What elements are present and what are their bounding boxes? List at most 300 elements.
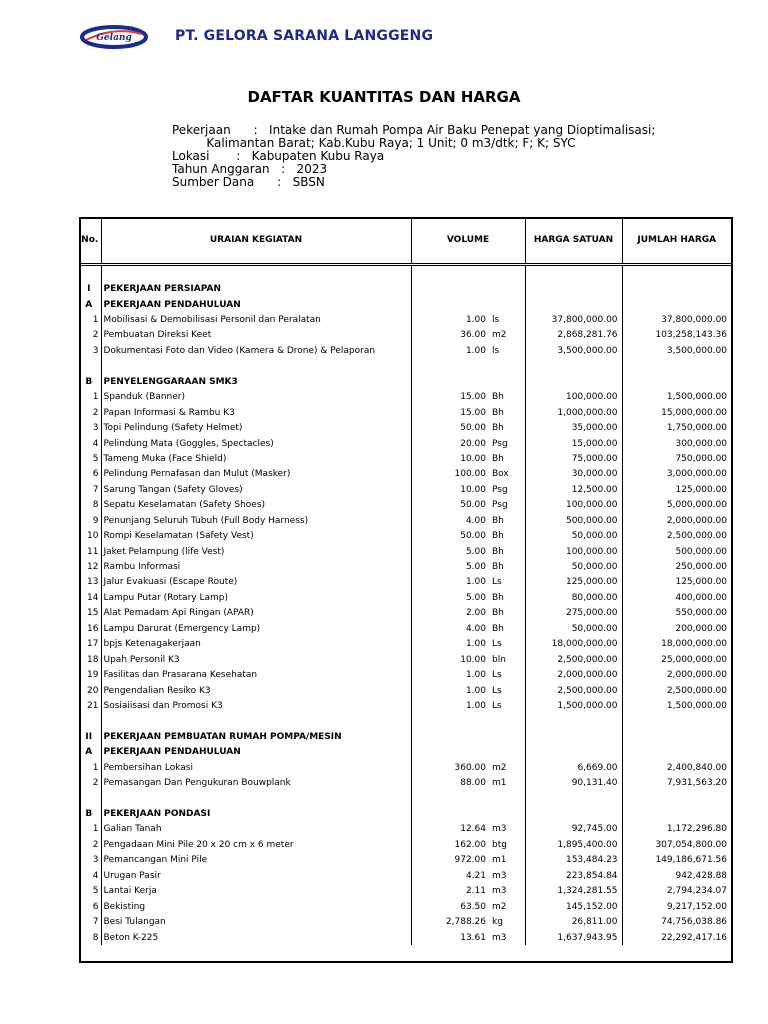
table-row (79, 914, 731, 929)
cell-unit: Psg (492, 500, 508, 511)
cell-no: 8 (92, 500, 99, 511)
cell-price: 75,000.00 (525, 451, 622, 466)
cell-no: 12 (87, 562, 99, 573)
cell-price: 90,131.40 (525, 775, 622, 790)
cell-volume: 972.00 (411, 853, 489, 868)
cell-price (525, 806, 622, 821)
cell-price: 50,000.00 (525, 621, 622, 636)
cell-volume (411, 374, 489, 389)
cell-unit: Bh (492, 623, 504, 634)
cell-volume (411, 745, 489, 760)
cell-total: 2,000,000.00 (622, 513, 731, 528)
cell-price: 2,000,000.00 (525, 667, 622, 682)
info-line-lokasi: Lokasi : Kabupaten Kubu Raya (172, 149, 385, 163)
cell-unit: Bh (492, 453, 504, 464)
cell-price: 125,000.00 (525, 575, 622, 590)
cell-total: 500,000.00 (622, 544, 731, 559)
cell-no: 5 (92, 886, 99, 897)
cell-price (525, 281, 622, 296)
cell-unit: Bh (492, 592, 504, 603)
table-row (79, 868, 731, 883)
cell-total (622, 359, 731, 374)
cell-desc: Beton K-225 (101, 930, 411, 945)
cell-price (525, 359, 622, 374)
document-title: DAFTAR KUANTITAS DAN HARGA (247, 88, 521, 106)
cell-unit: ls (492, 345, 500, 356)
cell-unit: Bh (492, 515, 504, 526)
cell-unit: Bh (492, 608, 504, 619)
cell-price: 1,324,281.55 (525, 884, 622, 899)
cell-desc: Pemasangan Dan Pengukuran Bouwplank (101, 775, 411, 790)
table-row (79, 544, 731, 559)
cell-desc (101, 791, 411, 806)
cell-no: 8 (92, 932, 99, 943)
table-row (79, 683, 731, 698)
cell-unit: Ls (492, 670, 502, 681)
table-row (79, 528, 731, 543)
cell-desc: Pengadaan Mini Pile 20 x 20 cm x 6 meter (101, 837, 411, 852)
cell-total: 400,000.00 (622, 590, 731, 605)
table-row (79, 667, 731, 682)
cell-no: 16 (87, 623, 99, 634)
cell-unit: Bh (492, 546, 504, 557)
cell-price: 80,000.00 (525, 590, 622, 605)
cell-total (622, 745, 731, 760)
cell-no: 2 (92, 778, 99, 789)
col-header-price: HARGA SATUAN (525, 217, 622, 265)
cell-desc: Lampu Darurat (Emergency Lamp) (101, 621, 411, 636)
cell-unit: Psg (492, 484, 508, 495)
col-header-total: JUMLAH HARGA (622, 217, 731, 265)
cell-desc: Lantai Kerja (101, 884, 411, 899)
cell-unit: m1 (492, 778, 507, 789)
col-header-desc: URAIAN KEGIATAN (101, 217, 411, 265)
cell-no: 1 (92, 762, 99, 773)
cell-desc: Jaket Pelampung (life Vest) (101, 544, 411, 559)
cell-total: 22,292,417.16 (622, 930, 731, 945)
cell-no: A (85, 299, 93, 310)
table-row (79, 652, 731, 667)
cell-total: 3,500,000.00 (622, 343, 731, 358)
cell-unit (489, 714, 525, 729)
cell-total: 25,000,000.00 (622, 652, 731, 667)
cell-unit (489, 359, 525, 374)
cell-desc (101, 714, 411, 729)
table-row (79, 405, 731, 420)
cell-no: B (85, 376, 93, 387)
cell-price: 37,800,000.00 (525, 312, 622, 327)
blank-row (79, 791, 731, 806)
cell-desc: Lampu Putar (Rotary Lamp) (101, 590, 411, 605)
cell-price: 2,500,000.00 (525, 683, 622, 698)
cell-no: 13 (87, 577, 99, 588)
cell-volume (411, 791, 489, 806)
cell-price (525, 745, 622, 760)
cell-total: 1,750,000.00 (622, 420, 731, 435)
cell-total: 1,500,000.00 (622, 698, 731, 713)
cell-unit: ls (492, 315, 500, 326)
cell-unit: Box (492, 469, 509, 480)
cell-no: 19 (87, 670, 99, 681)
cell-price: 1,500,000.00 (525, 698, 622, 713)
cell-total: 2,500,000.00 (622, 528, 731, 543)
cell-volume: 4.21 (411, 868, 489, 883)
cell-price: 50,000.00 (525, 528, 622, 543)
cell-desc: Alat Pemadam Api Ringan (APAR) (101, 606, 411, 621)
cell-total: 200,000.00 (622, 621, 731, 636)
cell-volume: 15.00 (411, 405, 489, 420)
cell-price: 6,669.00 (525, 760, 622, 775)
table-row (79, 390, 731, 405)
cell-volume: 1.00 (411, 683, 489, 698)
cell-price: 2,500,000.00 (525, 652, 622, 667)
cell-total: 550,000.00 (622, 606, 731, 621)
cell-no: 3 (92, 423, 99, 434)
cell-desc: PEKERJAAN PENDAHULUAN (101, 745, 411, 760)
cell-unit: Ls (492, 639, 502, 650)
cell-volume: 1.00 (411, 343, 489, 358)
cell-total: 2,000,000.00 (622, 667, 731, 682)
cell-volume: 5.00 (411, 544, 489, 559)
section-row (79, 745, 731, 760)
table-row (79, 559, 731, 574)
cell-price (525, 297, 622, 312)
cell-total: 5,000,000.00 (622, 498, 731, 513)
table-row (79, 328, 731, 343)
cell-unit: m3 (492, 886, 507, 897)
cell-total: 7,931,563.20 (622, 775, 731, 790)
cell-price (525, 374, 622, 389)
cell-desc: Fasilitas dan Prasarana Kesehatan (101, 667, 411, 682)
cell-no: 2 (92, 407, 99, 418)
cell-total: 942,428.88 (622, 868, 731, 883)
cell-unit: Bh (492, 562, 504, 573)
cell-volume: 50.00 (411, 498, 489, 513)
cell-price: 30,000.00 (525, 467, 622, 482)
boq-table (79, 217, 731, 945)
table-row (79, 760, 731, 775)
cell-unit: Bh (492, 423, 504, 434)
cell-no: 17 (87, 639, 99, 650)
cell-desc: Penunjang Seluruh Tubuh (Full Body Harness) (101, 513, 411, 528)
cell-desc: Sepatu Keselamatan (Safety Shoes) (101, 498, 411, 513)
cell-volume (411, 729, 489, 744)
cell-unit (489, 374, 525, 389)
cell-price (525, 729, 622, 744)
cell-no: 6 (92, 901, 99, 912)
cell-volume (411, 297, 489, 312)
cell-price: 223,854.84 (525, 868, 622, 883)
cell-unit (489, 265, 525, 282)
cell-desc: Urugan Pasir (101, 868, 411, 883)
cell-unit: m3 (492, 824, 507, 835)
cell-no: 21 (87, 700, 99, 711)
cell-no (79, 714, 101, 729)
cell-volume: 2.00 (411, 606, 489, 621)
cell-volume: 1.00 (411, 312, 489, 327)
table-row (79, 498, 731, 513)
cell-desc: Jalur Evakuasi (Escape Route) (101, 575, 411, 590)
table-row (79, 775, 731, 790)
cell-volume (411, 359, 489, 374)
cell-volume: 5.00 (411, 590, 489, 605)
cell-volume: 10.00 (411, 451, 489, 466)
cell-desc: Topi Pelindung (Safety Helmet) (101, 420, 411, 435)
cell-unit: m1 (492, 855, 507, 866)
cell-total: 103,258,143.36 (622, 328, 731, 343)
cell-total (622, 791, 731, 806)
cell-price (525, 265, 622, 282)
cell-desc: Pelindung Pernafasan dan Mulut (Masker) (101, 467, 411, 482)
cell-total: 2,400,840.00 (622, 760, 731, 775)
cell-no: 6 (92, 469, 99, 480)
info-line-pekerjaan: Pekerjaan : Intake dan Rumah Pompa Air Baku Penepat yang Dioptimalisasi; (172, 123, 656, 137)
table-row (79, 467, 731, 482)
cell-total: 307,054,800.00 (622, 837, 731, 852)
section-row (79, 297, 731, 312)
table-header-row (79, 217, 731, 265)
cell-desc: Sarung Tangan (Safety Gloves) (101, 482, 411, 497)
cell-volume: 12.64 (411, 822, 489, 837)
col-header-volume: VOLUME (411, 217, 525, 265)
cell-no: 1 (92, 315, 99, 326)
cell-no: 10 (87, 531, 99, 542)
cell-unit: Bh (492, 531, 504, 542)
cell-total: 1,172,296.80 (622, 822, 731, 837)
cell-no: 4 (92, 438, 99, 449)
cell-no: 11 (87, 546, 99, 557)
cell-no: I (87, 284, 91, 295)
cell-desc: PEKERJAAN PERSIAPAN (101, 281, 411, 296)
cell-no: 3 (92, 345, 99, 356)
cell-price: 100,000.00 (525, 390, 622, 405)
table-row (79, 837, 731, 852)
cell-no: 7 (92, 484, 99, 495)
cell-volume (411, 281, 489, 296)
cell-price: 12,500.00 (525, 482, 622, 497)
cell-price: 92,745.00 (525, 822, 622, 837)
cell-unit (489, 281, 525, 296)
cell-desc: PENYELENGGARAAN SMK3 (101, 374, 411, 389)
table-row (79, 590, 731, 605)
cell-volume: 162.00 (411, 837, 489, 852)
cell-unit: Ls (492, 685, 502, 696)
cell-desc: Galian Tanah (101, 822, 411, 837)
cell-desc: Pembuatan Direksi Keet (101, 328, 411, 343)
cell-no: 1 (92, 824, 99, 835)
cell-total: 750,000.00 (622, 451, 731, 466)
cell-unit: m3 (492, 932, 507, 943)
cell-volume: 2.11 (411, 884, 489, 899)
cell-price: 50,000.00 (525, 559, 622, 574)
cell-volume: 20.00 (411, 436, 489, 451)
cell-no: 5 (92, 453, 99, 464)
cell-volume: 63.50 (411, 899, 489, 914)
cell-volume: 4.00 (411, 513, 489, 528)
cell-volume: 100.00 (411, 467, 489, 482)
cell-total: 300,000.00 (622, 436, 731, 451)
table-row (79, 637, 731, 652)
section-row (79, 281, 731, 296)
cell-unit (489, 791, 525, 806)
col-header-no: No. (79, 217, 101, 265)
cell-volume: 36.00 (411, 328, 489, 343)
cell-no (79, 265, 101, 282)
cell-desc: Rambu Informasi (101, 559, 411, 574)
table-row (79, 343, 731, 358)
cell-no: B (85, 809, 93, 820)
cell-no: 7 (92, 917, 99, 928)
cell-desc: Pengendalian Resiko K3 (101, 683, 411, 698)
cell-desc: Pemancangan Mini Pile (101, 853, 411, 868)
table-row (79, 930, 731, 945)
cell-desc (101, 359, 411, 374)
cell-desc: PEKERJAAN PENDAHULUAN (101, 297, 411, 312)
cell-total: 9,217,152.00 (622, 899, 731, 914)
cell-price: 275,000.00 (525, 606, 622, 621)
cell-desc: Spanduk (Banner) (101, 390, 411, 405)
cell-desc: Pelindung Mata (Goggles, Spectacles) (101, 436, 411, 451)
cell-price: 100,000.00 (525, 544, 622, 559)
cell-volume: 360.00 (411, 760, 489, 775)
cell-total: 125,000.00 (622, 575, 731, 590)
cell-total: 125,000.00 (622, 482, 731, 497)
section-row (79, 806, 731, 821)
cell-price: 35,000.00 (525, 420, 622, 435)
table-row (79, 513, 731, 528)
cell-volume: 1.00 (411, 575, 489, 590)
table-row (79, 312, 731, 327)
info-line-location-detail: Kalimantan Barat; Kab.Kubu Raya; 1 Unit; 0 m3/dtk; F; K; SYC (172, 136, 576, 150)
cell-total: 74,756,038.86 (622, 914, 731, 929)
section-row (79, 374, 731, 389)
cell-price: 1,000,000.00 (525, 405, 622, 420)
cell-no: 2 (92, 330, 99, 341)
cell-volume: 13.61 (411, 930, 489, 945)
cell-unit: btg (492, 839, 507, 850)
cell-unit: kg (492, 917, 503, 928)
cell-volume: 2,788.26 (411, 914, 489, 929)
cell-no: 9 (92, 515, 99, 526)
cell-desc: bpjs Ketenagakerjaan (101, 637, 411, 652)
cell-volume: 1.00 (411, 667, 489, 682)
cell-volume (411, 265, 489, 282)
cell-total: 1,500,000.00 (622, 390, 731, 405)
cell-total: 250,000.00 (622, 559, 731, 574)
cell-total: 37,800,000.00 (622, 312, 731, 327)
cell-volume: 4.00 (411, 621, 489, 636)
cell-no: 20 (87, 685, 99, 696)
table-row (79, 420, 731, 435)
cell-price: 3,500,000.00 (525, 343, 622, 358)
cell-volume: 1.00 (411, 698, 489, 713)
cell-total: 15,000,000.00 (622, 405, 731, 420)
table-row (79, 884, 731, 899)
cell-price: 18,000,000.00 (525, 637, 622, 652)
cell-volume: 10.00 (411, 652, 489, 667)
cell-total (622, 729, 731, 744)
section-row (79, 729, 731, 744)
cell-total: 18,000,000.00 (622, 637, 731, 652)
cell-desc: Upah Personil K3 (101, 652, 411, 667)
table-row (79, 698, 731, 713)
cell-total (622, 714, 731, 729)
cell-price: 153,484.23 (525, 853, 622, 868)
cell-unit (489, 729, 525, 744)
cell-desc: Bekisting (101, 899, 411, 914)
cell-volume: 88.00 (411, 775, 489, 790)
info-line-sumber-dana: Sumber Dana : SBSN (172, 175, 325, 189)
cell-desc: PEKERJAAN PONDASI (101, 806, 411, 821)
cell-no: 2 (92, 839, 99, 850)
cell-volume: 1.00 (411, 637, 489, 652)
cell-no: 4 (92, 870, 99, 881)
cell-no: 18 (87, 654, 99, 665)
cell-price: 26,811.00 (525, 914, 622, 929)
cell-price: 100,000.00 (525, 498, 622, 513)
cell-total: 2,500,000.00 (622, 683, 731, 698)
cell-unit: m2 (492, 330, 507, 341)
cell-desc (101, 265, 411, 282)
info-line-tahun-anggaran: Tahun Anggaran : 2023 (172, 162, 328, 176)
cell-unit: Bh (492, 392, 504, 403)
cell-price: 2,868,281.76 (525, 328, 622, 343)
blank-row (79, 359, 731, 374)
table-row (79, 451, 731, 466)
cell-desc: Besi Tulangan (101, 914, 411, 929)
cell-volume: 5.00 (411, 559, 489, 574)
table-row (79, 853, 731, 868)
cell-price: 15,000.00 (525, 436, 622, 451)
cell-total: 149,186,671.56 (622, 853, 731, 868)
cell-no: 3 (92, 855, 99, 866)
company-logo (80, 24, 148, 50)
table-row (79, 575, 731, 590)
cell-price: 145,152.00 (525, 899, 622, 914)
cell-unit: Ls (492, 577, 502, 588)
cell-desc: Dokumentasi Foto dan Video (Kamera & Drone) & Pelaporan (101, 343, 411, 358)
cell-unit (489, 806, 525, 821)
cell-unit: m3 (492, 870, 507, 881)
cell-total: 2,794,234.07 (622, 884, 731, 899)
cell-desc: Mobilisasi & Demobilisasi Personil dan Peralatan (101, 312, 411, 327)
cell-unit: m2 (492, 762, 507, 773)
cell-total (622, 297, 731, 312)
cell-total (622, 806, 731, 821)
cell-volume (411, 714, 489, 729)
cell-unit (489, 745, 525, 760)
table-row (79, 482, 731, 497)
company-name: PT. GELORA SARANA LANGGENG (175, 28, 434, 44)
cell-desc: Sosiaiisasi dan Promosi K3 (101, 698, 411, 713)
cell-unit: m2 (492, 901, 507, 912)
table-body (79, 265, 731, 946)
cell-no: A (85, 747, 93, 758)
cell-unit: Bh (492, 407, 504, 418)
cell-volume: 15.00 (411, 390, 489, 405)
cell-total (622, 265, 731, 282)
cell-price (525, 714, 622, 729)
cell-price: 500,000.00 (525, 513, 622, 528)
cell-total (622, 374, 731, 389)
cell-unit (489, 297, 525, 312)
table-row (79, 899, 731, 914)
table-row (79, 606, 731, 621)
cell-desc: Tameng Muka (Face Shield) (101, 451, 411, 466)
cell-price (525, 791, 622, 806)
cell-no (79, 359, 101, 374)
logo-wordmark: Gelang (96, 33, 132, 43)
